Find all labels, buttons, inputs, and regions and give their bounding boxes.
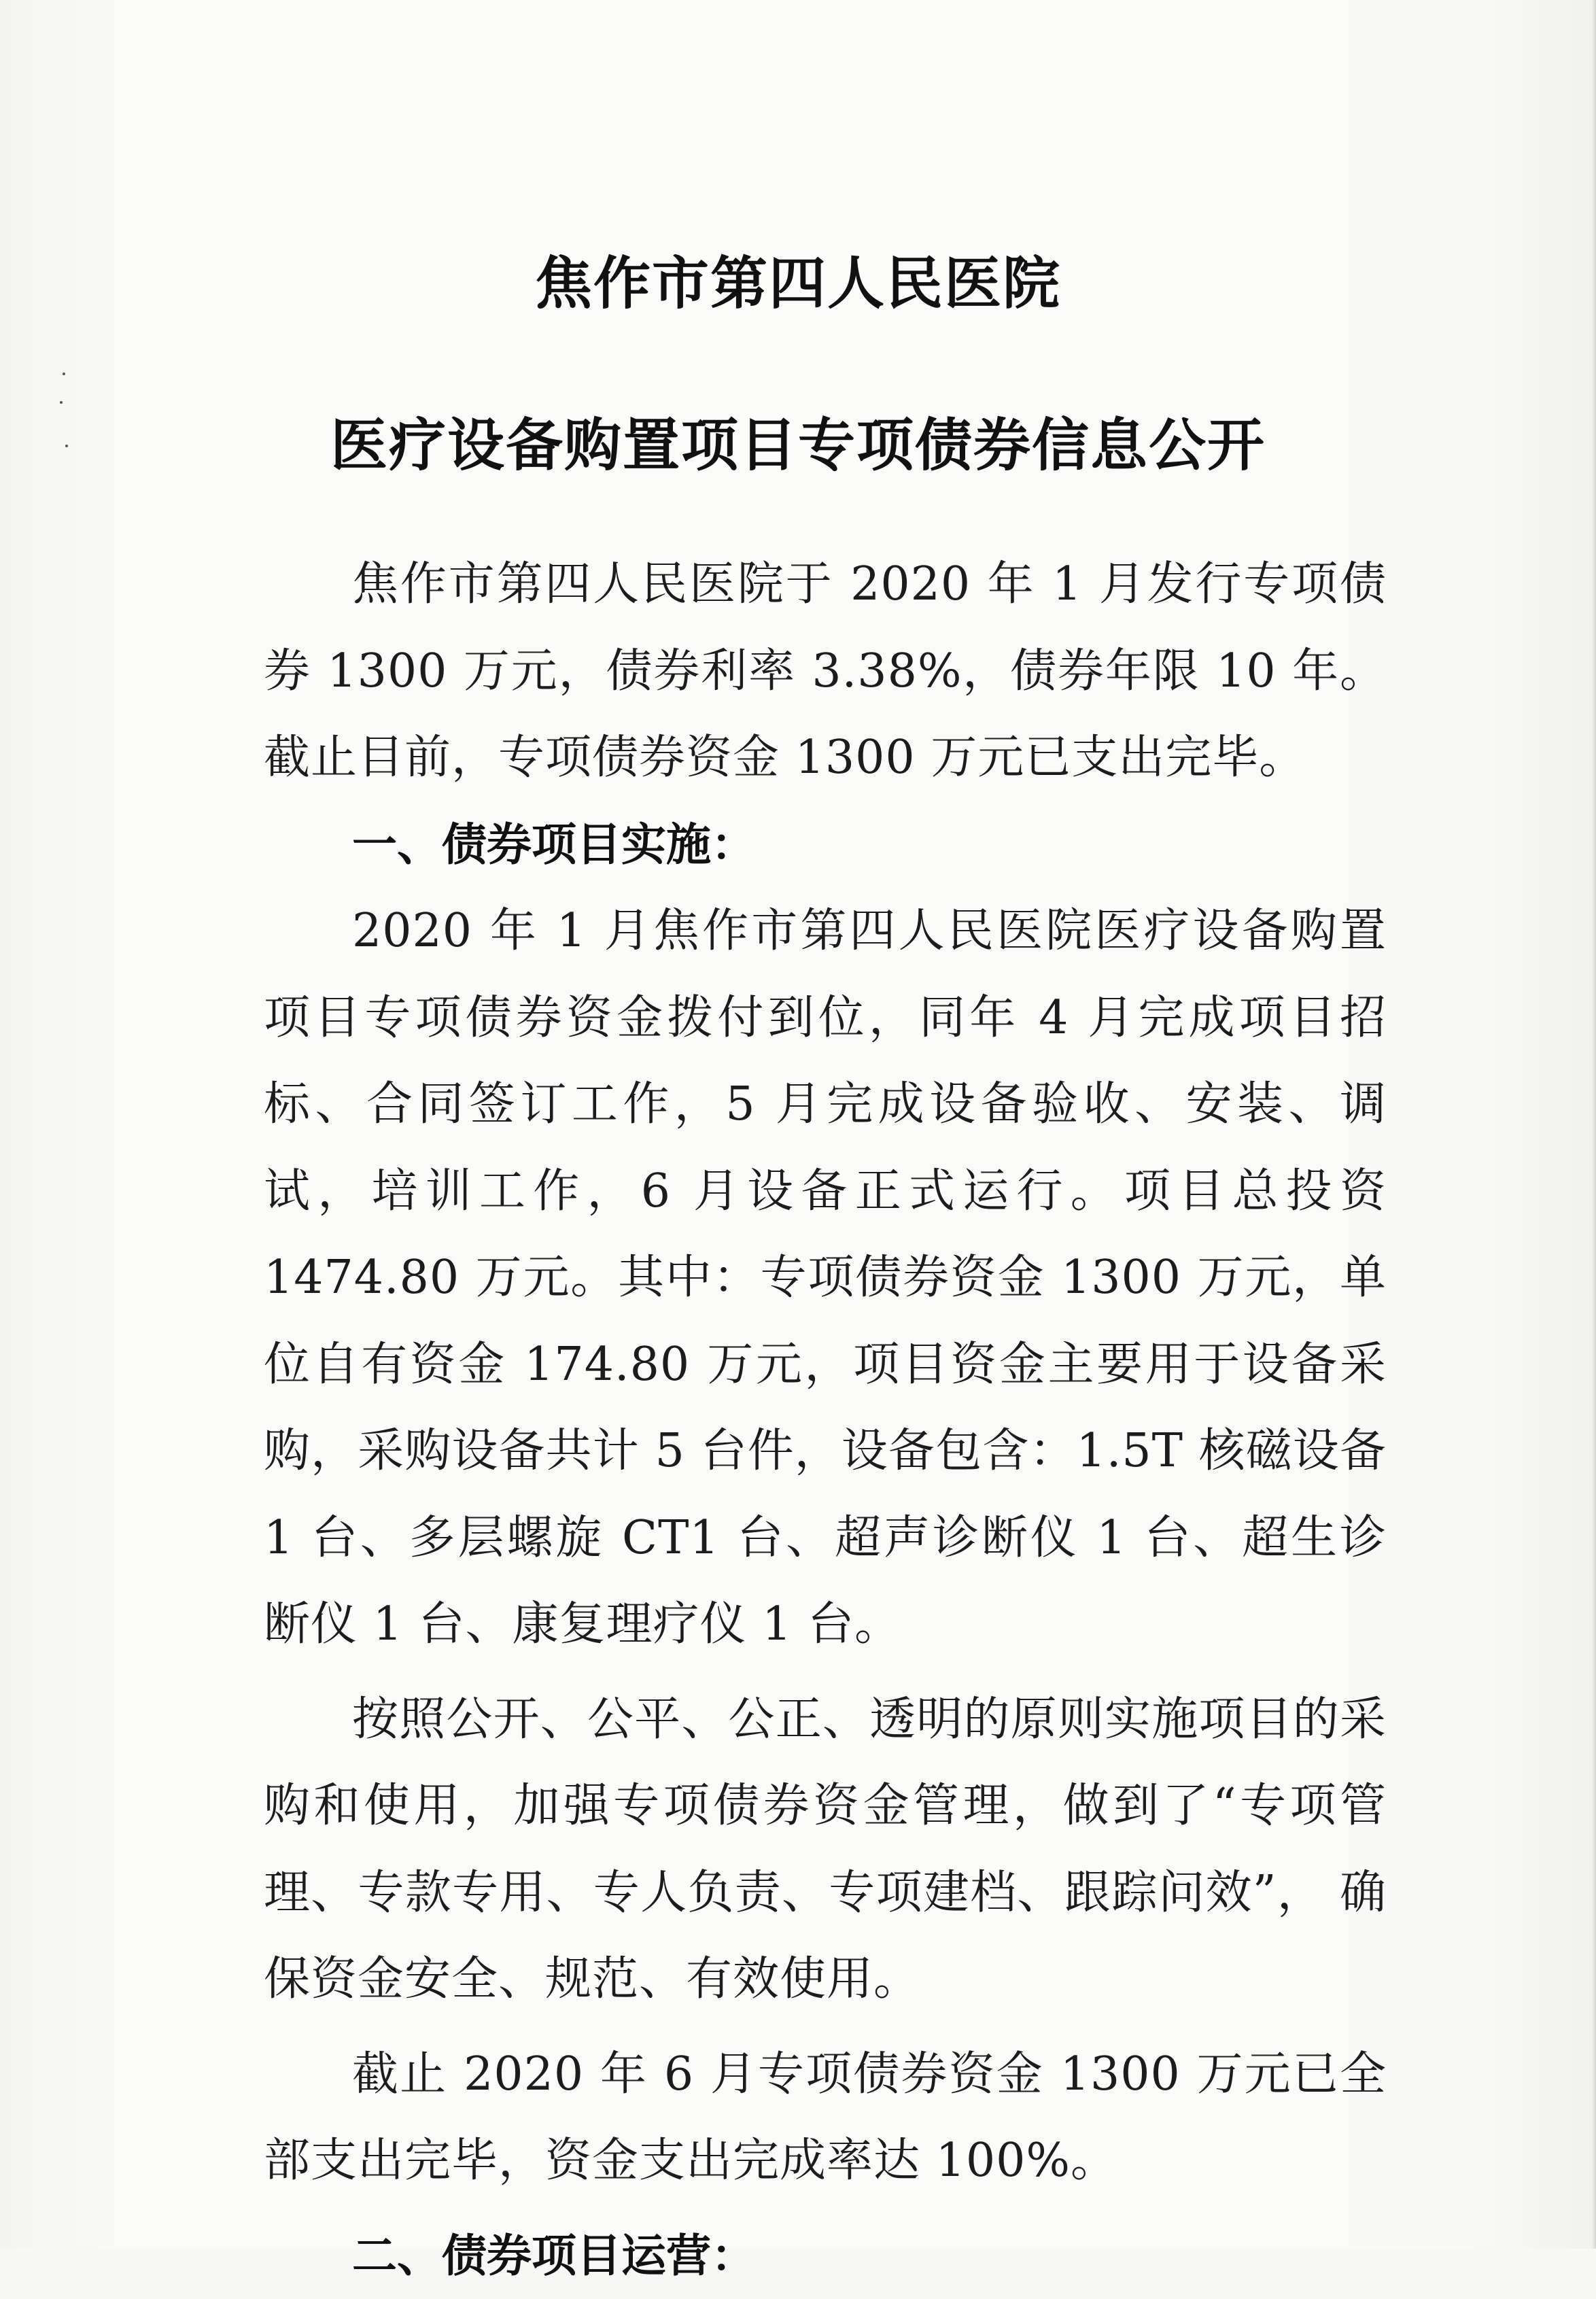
document-subtitle: 医疗设备购置项目专项债券信息公开 xyxy=(0,400,1596,482)
scan-speck xyxy=(63,373,65,375)
section-heading-implementation: 一、债券项目实施： xyxy=(264,801,1387,888)
intro-paragraph: 焦作市第四人民医院于 2020 年 1 月发行专项债券 1300 万元，债券利率 3.38%，债券年限 10 年。截止目前，专项债券资金 1300 万元已支出完毕。 xyxy=(264,541,1387,801)
expenditure-paragraph: 截止 2020 年 6 月专项债券资金 1300 万元已全部支出完毕，资金支出完成率达 100%。 xyxy=(264,2031,1387,2205)
page-edge-shadow xyxy=(1592,0,1596,2249)
section-heading-operation: 二、债券项目运营： xyxy=(264,2213,1387,2299)
management-paragraph: 按照公开、公平、公正、透明的原则实施项目的采购和使用，加强专项债券资金管理，做到了“专项管理、专款专用、专人负责、专项建档、跟踪问效”， 确保资金安全、规范、有效使用。 xyxy=(264,1676,1387,2023)
document-body xyxy=(264,541,1387,2299)
implementation-paragraph: 2020 年 1 月焦作市第四人民医院医疗设备购置项目专项债券资金拨付到位，同年 4 月完成项目招标、合同签订工作，5 月完成设备验收、安装、调试，培训工作，6 月设备正式运行。项目总投资 1474.80 万元。其中：专项债券资金 1300 万元，单位自有资金 174.80 万元，项目资金主要用于设备采购，采购设备共计 5 台件，设备包含：1.5T 核磁设备 1 台、多层螺旋 CT1 台、超声诊断仪 1 台、超生诊断仪 1 台、康复理疗仪 1 台。 xyxy=(264,888,1387,1668)
document-title: 焦作市第四人民医院 xyxy=(0,238,1596,320)
